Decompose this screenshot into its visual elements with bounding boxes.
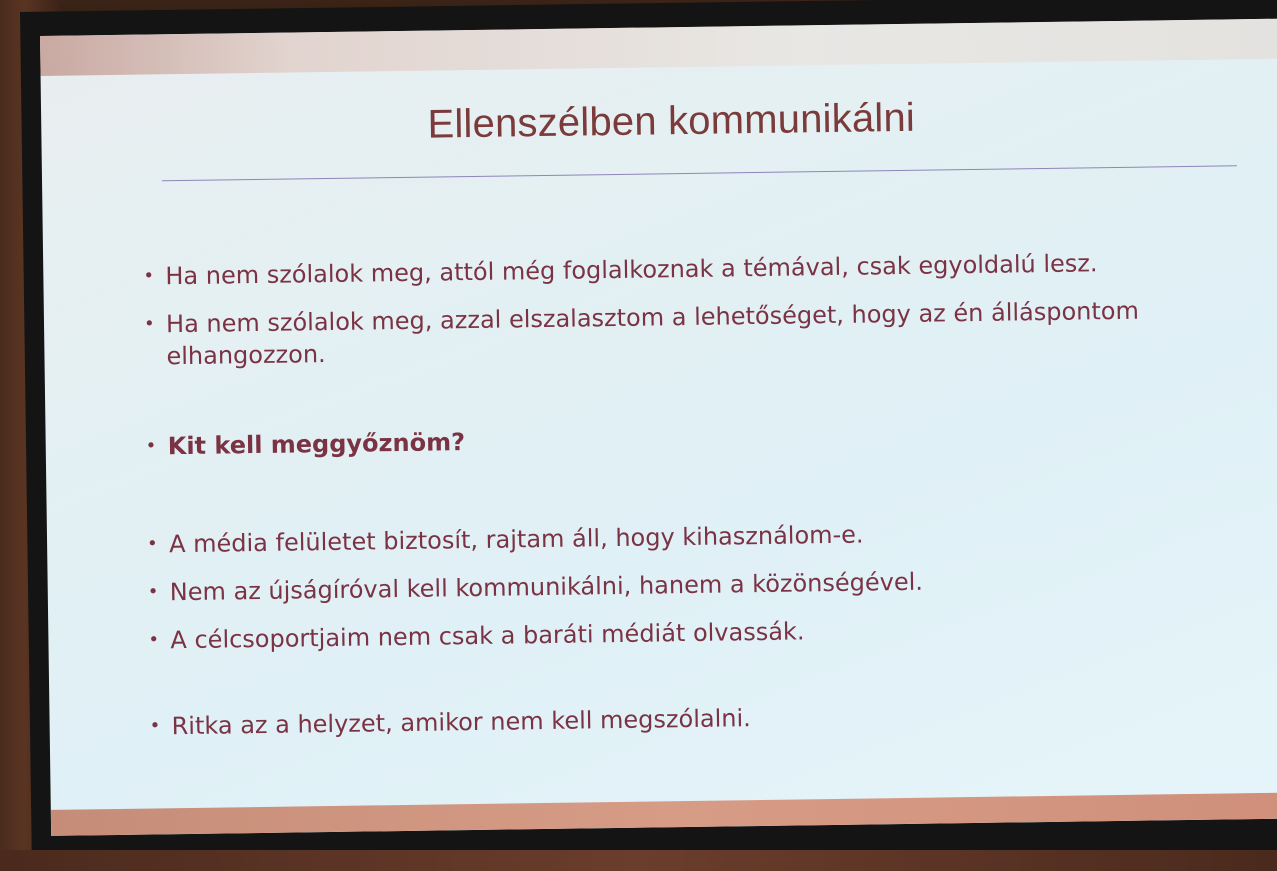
bullet-item: [147, 513, 1247, 560]
bullet-dot-icon: •: [143, 313, 155, 335]
bullet-item: [148, 561, 1248, 608]
bullet-text: A célcsoportjaim nem csak a baráti médiát olvassák.: [170, 617, 805, 655]
bullet-text: Nem az újságíróval kell kommunikálni, hanem a közönségével.: [169, 567, 924, 607]
bullet-dot-icon: •: [149, 715, 161, 737]
room-background-bottom: [0, 850, 1277, 871]
bullet-item-bold: [146, 415, 1246, 462]
bullet-dot-icon: •: [143, 265, 155, 287]
bullet-dot-icon: •: [148, 629, 160, 651]
bullet-item: [143, 245, 1243, 292]
bullet-text: A média felületet biztosít, rajtam áll, hogy kihasználom-e.: [168, 520, 864, 559]
projected-slide: [40, 18, 1277, 836]
bullet-text: Ha nem szólalok meg, attól még foglalkoznak a témával, csak egyoldalú lesz.: [165, 249, 1098, 291]
bullet-text: Ha nem szólalok meg, azzal elszalasztom a lehetőséget, hogy az én álláspontom elhangozzon.: [165, 296, 1140, 371]
slide-title: Ellenszélben kommunikálni: [427, 95, 916, 147]
title-underline: [162, 165, 1237, 181]
bullet-text: Kit kell meggyőznöm?: [167, 428, 466, 461]
bullet-item: [144, 293, 1245, 372]
bullet-item: [149, 695, 1249, 742]
bullet-item: [148, 609, 1248, 656]
bullet-text: Ritka az a helyzet, amikor nem kell megszólalni.: [171, 704, 751, 741]
bullet-dot-icon: •: [146, 533, 158, 555]
bullet-dot-icon: •: [145, 435, 157, 457]
bullet-dot-icon: •: [147, 581, 159, 603]
